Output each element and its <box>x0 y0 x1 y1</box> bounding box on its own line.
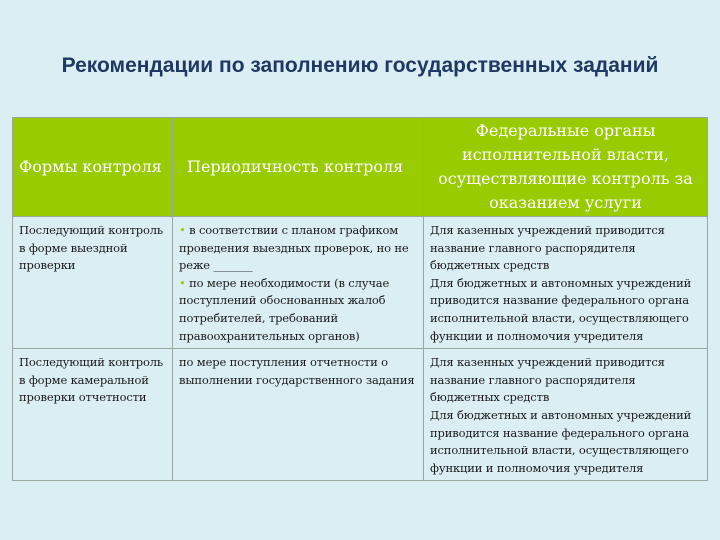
header-periodicity: Периодичность контроля <box>173 118 424 217</box>
header-federal-bodies: Федеральные органы исполнительной власти, осуществляющие контроль за оказанием услуги <box>424 118 708 217</box>
row1-bodies-item: Для казенных учреждений приводится название главного распорядителя бюджетных средств <box>430 223 665 273</box>
row2-bodies-item: Для бюджетных и автономных учреждений приводится название федерального органа исполнительной власти, осуществляющего функции и полномочия учредителя <box>430 407 692 475</box>
row1-bodies-cell <box>424 217 708 349</box>
bullet-icon: • <box>179 223 190 237</box>
bullet-icon: • <box>179 275 190 290</box>
row1-periodicity-item: • по мере необходимости (в случае поступлений обоснованных жалоб потребителей, требований правоохранительных органов) <box>179 275 390 343</box>
row1-form-cell: Последующий контроль в форме выездной проверки <box>13 217 173 349</box>
control-table <box>12 117 708 481</box>
page-title: Рекомендации по заполнению государственных заданий <box>61 54 659 77</box>
row2-form-cell: Последующий контроль в форме камеральной проверки отчетности <box>13 349 173 481</box>
row1-periodicity-cell <box>173 217 424 349</box>
row2-bodies-cell <box>424 349 708 481</box>
row2-periodicity-cell: по мере поступления отчетности о выполнении государственного задания <box>173 349 424 481</box>
table-row <box>13 217 708 349</box>
table-header-row <box>13 118 708 217</box>
row2-bodies-item: Для казенных учреждений приводится название главного распорядителя бюджетных средств <box>430 355 665 405</box>
row1-periodicity-item: • в соответствии с планом графиком проведения выездных проверок, но не реже _______ <box>179 223 409 273</box>
header-control-forms: Формы контроля <box>13 118 173 217</box>
row1-bodies-item: Для бюджетных и автономных учреждений приводится название федерального органа исполнительной власти, осуществляющего функции и полномочия учредителя <box>430 275 692 343</box>
table-row <box>13 349 708 481</box>
